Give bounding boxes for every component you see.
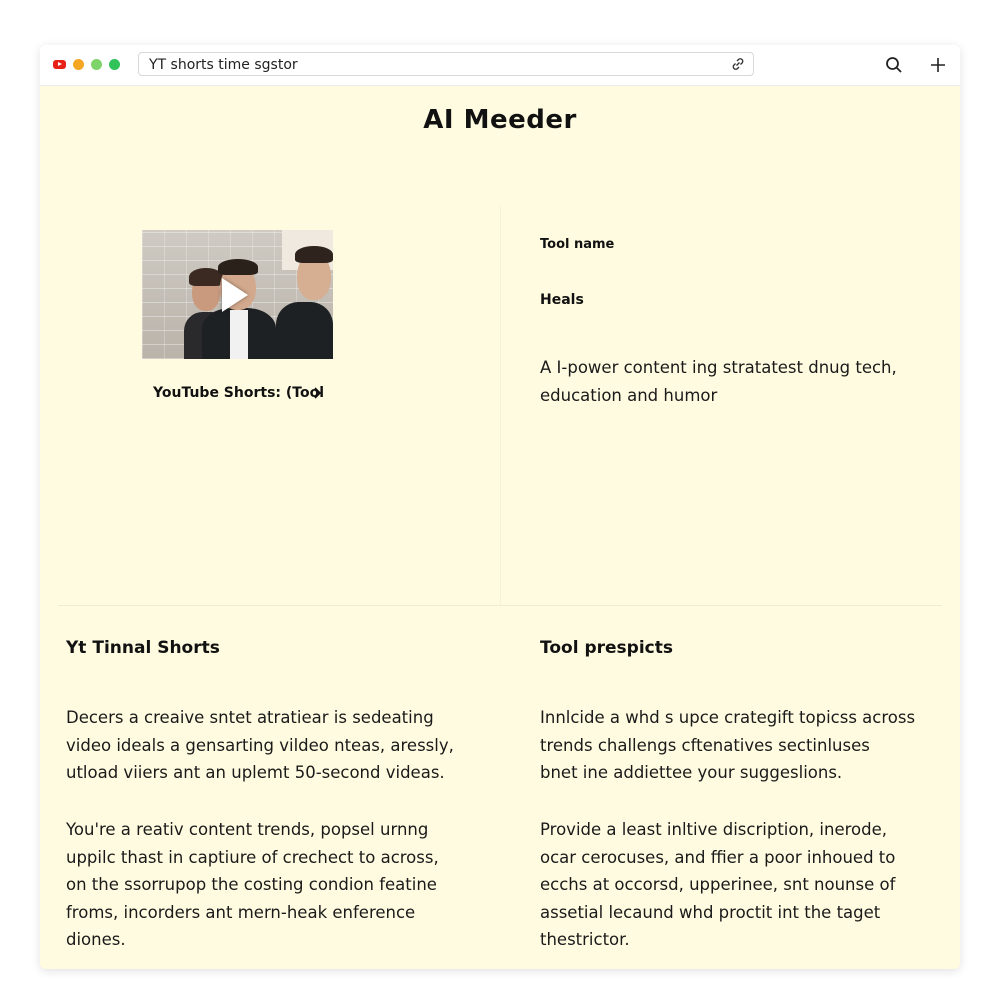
column-divider	[500, 205, 501, 605]
left-section-paragraph-1: Decers a creaive sntet atratiear is sedeating video ideals a gensarting vildeo nteas, aressly, utload viiers ant an uplemt 50-second videas.	[66, 708, 454, 782]
window-dot-green[interactable]	[91, 59, 102, 70]
youtube-icon[interactable]	[53, 60, 66, 69]
right-section-paragraph-1: Innlcide a whd s upce crategift topicss across trends challengs cftenatives sectinluses bnet ine addiettee your suggeslions.	[540, 708, 916, 782]
link-icon[interactable]	[731, 57, 745, 71]
right-section-heading: Tool prespicts	[540, 638, 673, 658]
person-right-body	[276, 302, 333, 359]
left-section-paragraph-2: You're a reativ content trends, popsel urnng uppilc thast in captiure of crechect to across, on the ssorrupop the costing condion featine froms, incorders ant mern-heak enference diones.	[66, 820, 439, 949]
right-section-paragraph-2: Provide a least inltive discription, inerode, ocar cerocuses, and ffier a poor inhoued to ecchs at occorsd, upperinee, snt nounse of assetial lecaund whd proctit int the taget thestrictor.	[540, 820, 896, 949]
video-caption-link[interactable]: YouTube Shorts: (Tool	[153, 385, 325, 401]
page-title: AI Meeder	[423, 105, 577, 135]
window-dot-green-dark[interactable]	[109, 59, 120, 70]
tool-name-label: Tool name	[540, 237, 615, 252]
left-section-heading: Yt Tinnal Shorts	[66, 638, 220, 658]
browser-toolbar	[40, 45, 960, 86]
play-icon[interactable]	[222, 278, 248, 312]
tool-name-value: Heals	[540, 292, 584, 308]
search-icon[interactable]	[884, 55, 904, 75]
section-divider	[58, 605, 942, 606]
person-center-shirt	[230, 310, 248, 359]
address-bar[interactable]	[138, 52, 754, 76]
browser-window	[40, 45, 960, 969]
person-right-hair	[295, 246, 333, 263]
plus-icon[interactable]	[928, 55, 948, 75]
chevron-right-icon[interactable]	[312, 386, 322, 400]
address-text[interactable]: YT shorts time sgstor	[149, 57, 298, 73]
tool-description: A I-power content ing stratatest dnug tech, education and humor	[540, 358, 897, 405]
person-center-hair	[218, 259, 258, 275]
window-dot-yellow[interactable]	[73, 59, 84, 70]
video-thumbnail[interactable]	[142, 230, 333, 359]
